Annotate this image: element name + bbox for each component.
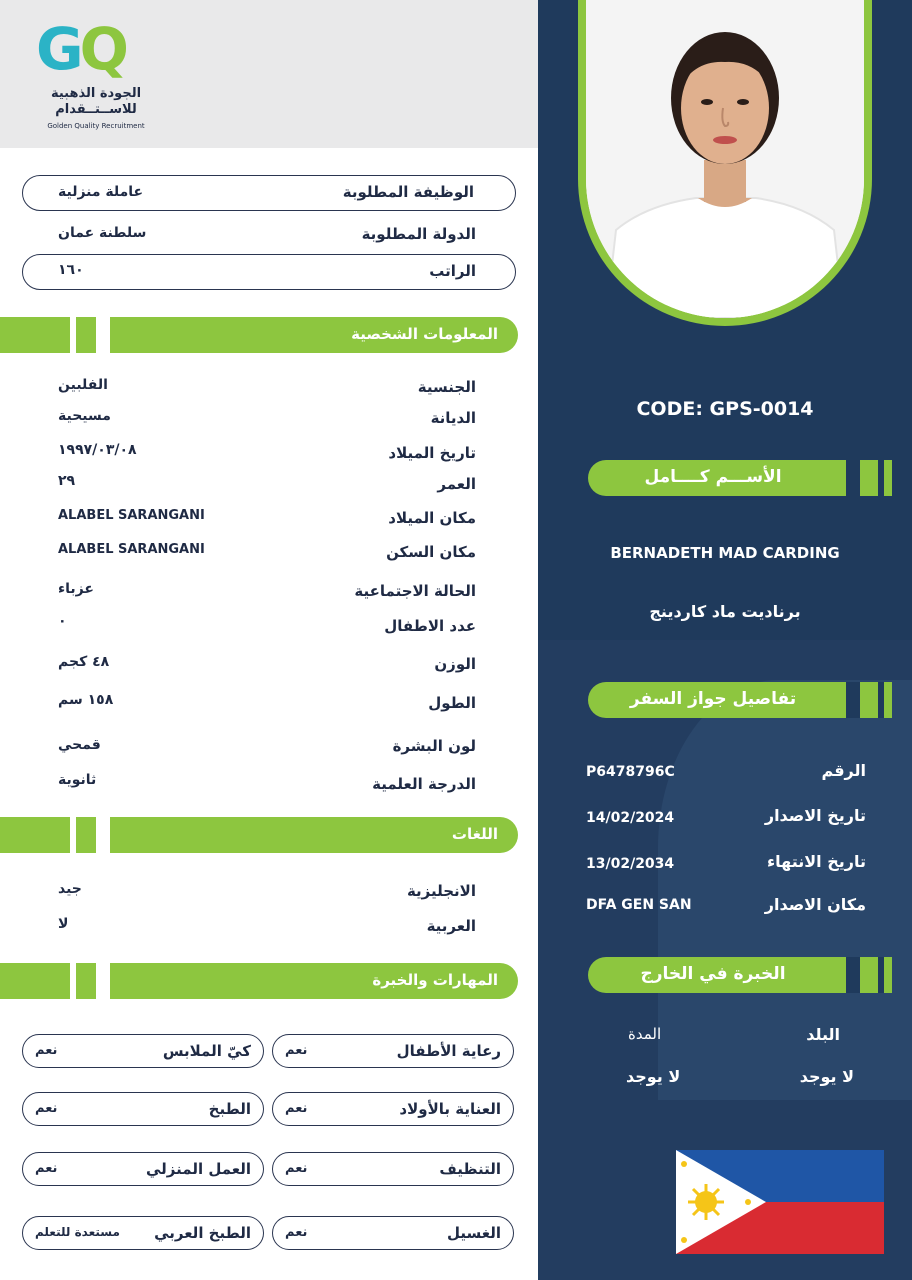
- experience-duration-header: المدة: [628, 1025, 662, 1043]
- skill-kids-care: [272, 1092, 514, 1126]
- code-label: CODE:: [636, 398, 703, 420]
- passport-number-value: P6478796C: [586, 764, 675, 780]
- logo-arabic-line1: الجودة الذهبية: [50, 86, 142, 101]
- passport-expiry-date-label: تاريخ الانتهاء: [766, 852, 866, 871]
- right-panel: [538, 0, 912, 1280]
- passport-section-title: تفاصيل جواز السفر: [629, 689, 797, 709]
- skill-cleaning: [272, 1152, 514, 1186]
- job-salary-value: ١٦٠: [58, 262, 84, 278]
- skill-ironing: [22, 1034, 264, 1068]
- weight-value: ٤٨ كجم: [58, 654, 110, 670]
- skin-color-label: لون البشرة: [392, 737, 476, 755]
- experience-section-title: الخبرة في الخارج: [640, 964, 786, 984]
- skill-value: نعم: [35, 1043, 58, 1058]
- logo-arabic: [36, 86, 156, 118]
- skill-value: نعم: [285, 1043, 308, 1058]
- experience-country-header: البلد: [806, 1025, 840, 1044]
- education-label: الدرجة العلمية: [372, 775, 476, 793]
- job-position-value: عاملة منزلية: [58, 184, 144, 200]
- skill-value: نعم: [35, 1101, 58, 1116]
- skill-name: كيّ الملابس: [162, 1042, 251, 1060]
- residence-value: ALABEL SARANGANI: [58, 542, 205, 557]
- job-country-label: الدولة المطلوبة: [361, 225, 476, 243]
- height-label: الطول: [428, 694, 476, 712]
- candidate-photo: [586, 0, 864, 318]
- personal-section-title: المعلومات الشخصية: [351, 325, 498, 343]
- logo-letter-g: G: [36, 15, 80, 83]
- name-english: BERNADETH MAD CARDING: [610, 544, 840, 562]
- birthdate-label: تاريخ الميلاد: [388, 444, 476, 462]
- personal-section-bar: [0, 317, 518, 353]
- skill-name: التنظيف: [439, 1160, 501, 1178]
- skill-name: الطبخ العربي: [154, 1224, 251, 1242]
- nationality-value: الفلبين: [58, 377, 108, 393]
- name-section-bar: [588, 460, 892, 496]
- religion-label: الديانة: [430, 409, 476, 427]
- english-value: جيد: [58, 881, 82, 897]
- passport-section-bar: [588, 682, 892, 718]
- passport-issue-place-label: مكان الاصدار: [764, 895, 866, 914]
- religion-value: مسيحية: [58, 408, 111, 424]
- job-country-value: سلطنة عمان: [58, 225, 147, 241]
- skill-value: نعم: [285, 1225, 308, 1240]
- skill-value: نعم: [285, 1101, 308, 1116]
- height-value: ١٥٨ سم: [58, 692, 114, 708]
- children-value: ٠: [58, 613, 67, 629]
- skill-laundry: [272, 1216, 514, 1250]
- skill-childcare: [272, 1034, 514, 1068]
- skills-section-bar: [0, 963, 518, 999]
- skill-name: الطبخ: [208, 1100, 251, 1118]
- logo-letter-q: Q: [79, 15, 125, 83]
- birthdate-value: ١٩٩٧/٠٣/٠٨: [58, 442, 137, 458]
- marital-status-label: الحالة الاجتماعية: [354, 582, 476, 600]
- skill-name: الغسيل: [446, 1224, 501, 1242]
- marital-status-value: عزباء: [58, 581, 94, 597]
- skill-name: العناية بالأولاد: [399, 1100, 501, 1118]
- languages-section-title: اللغات: [451, 825, 498, 843]
- nationality-label: الجنسية: [417, 378, 476, 396]
- logo-area: [0, 0, 538, 148]
- age-label: العمر: [437, 475, 476, 493]
- logo-arabic-line2: للاســتــقدام: [55, 102, 137, 117]
- skill-name: رعاية الأطفال: [396, 1042, 501, 1060]
- residence-label: مكان السكن: [386, 543, 476, 561]
- age-value: ٢٩: [58, 473, 76, 489]
- photo-frame: [578, 0, 872, 326]
- philippines-flag-icon: [676, 1150, 884, 1254]
- experience-duration-value: لا يوجد: [626, 1067, 681, 1086]
- candidate-portrait-icon: [586, 0, 864, 318]
- passport-issue-date-value: 14/02/2024: [586, 810, 675, 826]
- logo-letters: [36, 14, 125, 84]
- experience-country-value: لا يوجد: [799, 1067, 854, 1086]
- experience-section-bar: [588, 957, 892, 993]
- code-value: GPS-0014: [709, 398, 814, 420]
- birthplace-value: ALABEL SARANGANI: [58, 508, 205, 523]
- company-logo: [36, 14, 156, 136]
- skill-value: مستعدة للتعلم: [35, 1225, 120, 1239]
- english-label: الانجليزية: [406, 882, 476, 900]
- birthplace-label: مكان الميلاد: [388, 509, 476, 527]
- languages-section-bar: [0, 817, 518, 853]
- skin-color-value: قمحي: [58, 737, 101, 753]
- skill-name: العمل المنزلي: [146, 1160, 251, 1178]
- name-section-title: الأســـم كــــامل: [644, 467, 782, 487]
- candidate-code: [538, 398, 912, 420]
- job-salary-label: الراتب: [429, 262, 476, 280]
- skill-housework: [22, 1152, 264, 1186]
- job-position-label: الوظيفة المطلوبة: [342, 183, 474, 201]
- passport-issue-date-label: تاريخ الاصدار: [764, 806, 866, 825]
- passport-issue-place-value: DFA GEN SAN: [586, 897, 692, 913]
- education-value: ثانوية: [58, 772, 97, 788]
- skills-section-title: المهارات والخبرة: [372, 971, 498, 989]
- skill-value: نعم: [35, 1161, 58, 1176]
- children-label: عدد الاطفال: [384, 617, 476, 635]
- passport-number-label: الرقم: [821, 761, 866, 780]
- background-hill: [658, 680, 912, 1100]
- arabic-value: لا: [58, 916, 69, 932]
- skill-cooking: [22, 1092, 264, 1126]
- skill-value: نعم: [285, 1161, 308, 1176]
- name-arabic: برناديت ماد كاردينج: [649, 602, 801, 621]
- arabic-label: العربية: [426, 917, 476, 935]
- skill-arabic-cooking: [22, 1216, 264, 1250]
- logo-english: Golden Quality Recruitment: [47, 122, 145, 130]
- weight-label: الوزن: [434, 655, 476, 673]
- passport-expiry-date-value: 13/02/2034: [586, 856, 675, 872]
